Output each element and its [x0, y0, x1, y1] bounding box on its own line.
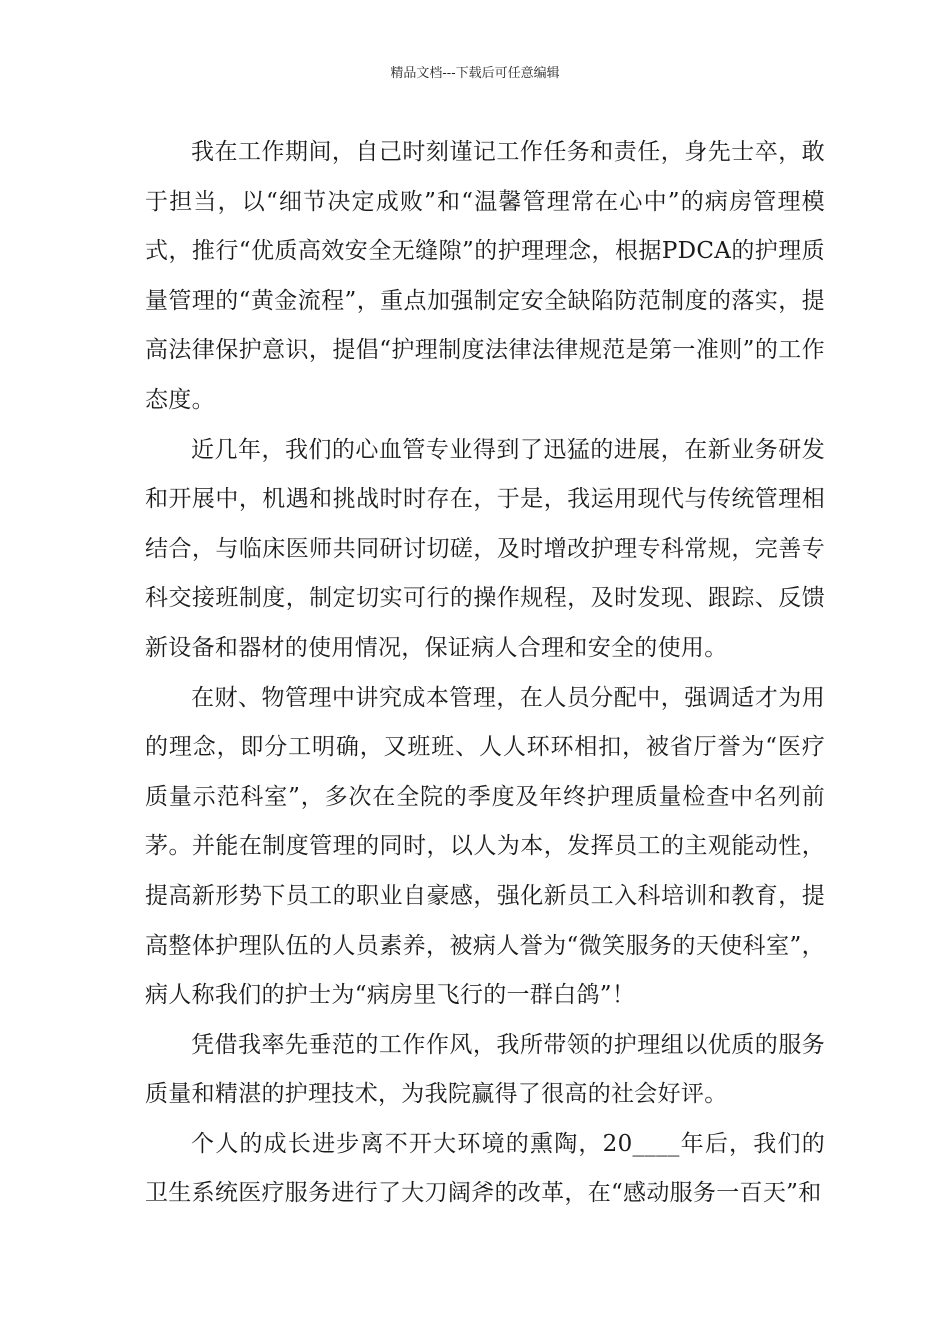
document-body	[145, 128, 825, 1219]
paragraph-5: 个人的成长进步离不开大环境的熏陶，20____年后，我们的卫生系统医疗服务进行了大刀阔斧的改革，在“感动服务一百天”和	[145, 1130, 825, 1207]
page-header: 精品文档---下载后可任意编辑	[390, 66, 560, 81]
paragraph-4: 凭借我率先垂范的工作作风，我所带领的护理组以优质的服务质量和精湛的护理技术，为我院赢得了很高的社会好评。	[145, 1031, 825, 1108]
paragraph-1: 我在工作期间，自己时刻谨记工作任务和责任，身先士卒，敢于担当，以“细节决定成败”和“温馨管理常在心中”的病房管理模式，推行“优质高效安全无缝隙”的护理理念，根据PDCA的护理质量管理的“黄金流程”，重点加强制定安全缺陷防范制度的落实，提高法律保护意识，提倡“护理制度法律法律规范是第一准则”的工作态度。	[145, 139, 825, 413]
paragraph-2: 近几年，我们的心血管专业得到了迅猛的进展，在新业务研发和开展中，机遇和挑战时时存在，于是，我运用现代与传统管理相结合，与临床医师共同研讨切磋，及时增改护理专科常规，完善专科交接班制度，制定切实可行的操作规程，及时发现、跟踪、反馈新设备和器材的使用情况，保证病人合理和安全的使用。	[145, 436, 825, 661]
paragraph-3: 在财、物管理中讲究成本管理，在人员分配中，强调适才为用的理念，即分工明确，又班班、人人环环相扣，被省厅誉为“医疗质量示范科室”，多次在全院的季度及年终护理质量检查中名列前茅。并能在制度管理的同时，以人为本，发挥员工的主观能动性，提高新形势下员工的职业自豪感，强化新员工入科培训和教育，提高整体护理队伍的人员素养，被病人誉为“微笑服务的天使科室”，病人称我们的护士为“病房里飞行的一群白鸽”！	[145, 684, 825, 1009]
